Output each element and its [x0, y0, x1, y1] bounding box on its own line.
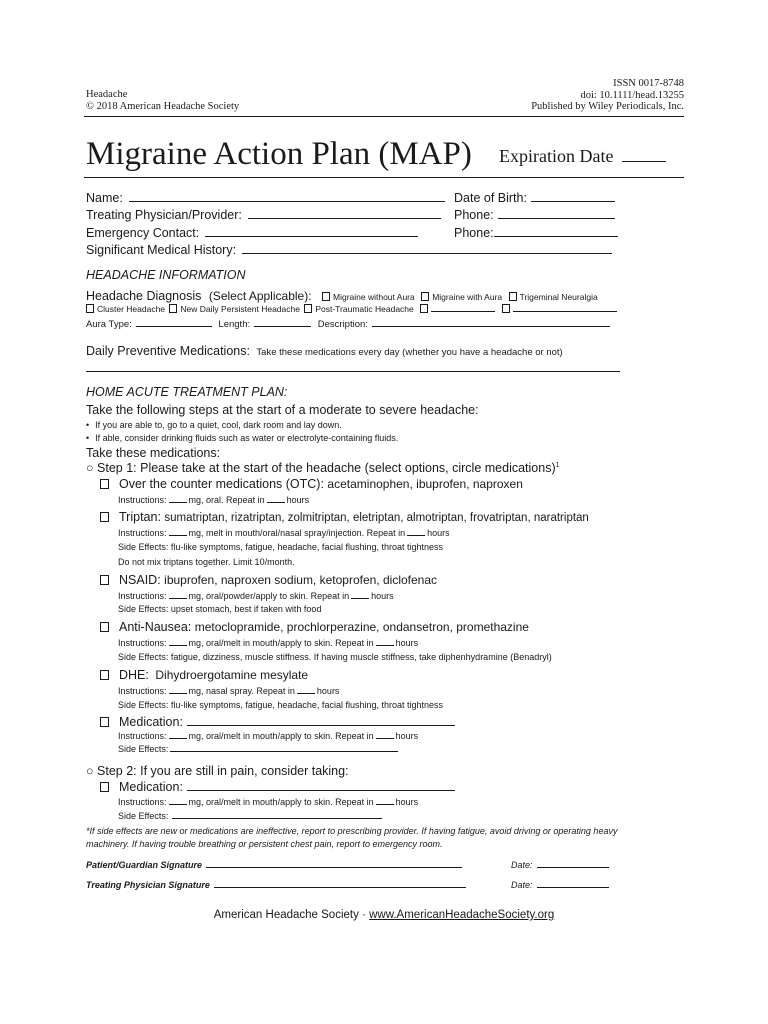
physician-signature-label: Treating Physician Signature — [86, 880, 210, 890]
dose-input[interactable] — [169, 590, 187, 599]
option-label: Post-Traumatic Headache — [315, 304, 414, 314]
copyright: © 2018 American Headache Society — [86, 101, 240, 112]
history-input[interactable] — [242, 243, 612, 254]
side-effects-label: Side Effects: — [118, 811, 169, 821]
checkbox-icon — [502, 304, 510, 313]
phone1-label: Phone: — [454, 208, 494, 222]
dose-input[interactable] — [169, 527, 187, 536]
dhe-meds: Dihydroergotamine mesylate — [155, 668, 309, 682]
triptan-item[interactable] — [100, 510, 589, 524]
date-label: Date: — [511, 880, 533, 890]
step1-text: Step 1: Please take at the start of the headache (select options, circle medications) — [97, 461, 556, 475]
otc-label: Over the counter medications (OTC): — [119, 477, 324, 491]
checkbox-icon — [100, 670, 109, 680]
physician-date-input[interactable] — [537, 879, 609, 888]
treatment-heading: HOME ACUTE TREATMENT PLAN: — [86, 385, 288, 399]
dose-input[interactable] — [169, 685, 187, 694]
patient-signature-input[interactable] — [206, 859, 462, 868]
hours-text: hours — [371, 591, 394, 601]
dob-input[interactable] — [531, 191, 615, 202]
triptan-note: Do not mix triptans together. Limit 10/month. — [118, 557, 295, 567]
medication-instructions — [118, 730, 418, 741]
option-label: Migraine with Aura — [432, 292, 503, 302]
side-effects-input[interactable] — [172, 810, 382, 819]
antinausea-side-effects: Side Effects: fatigue, dizziness, muscle stiffness. If having muscle stiffness, take diphenhydramine (Benadryl) — [118, 652, 552, 662]
preventive-input-line[interactable] — [86, 371, 620, 372]
dob-label: Date of Birth: — [454, 191, 527, 205]
instructions-label: Instructions: — [118, 495, 167, 505]
dose-text: mg, oral/powder/apply to skin. Repeat in — [188, 591, 350, 601]
dose-text: mg, nasal spray. Repeat in — [188, 686, 295, 696]
nsaid-side-effects: Side Effects: upset stomach, best if taken with food — [118, 604, 322, 614]
repeat-input[interactable] — [351, 590, 369, 599]
phone2-label: Phone: — [454, 226, 494, 240]
patient-signature-label: Patient/Guardian Signature — [86, 860, 203, 870]
name-field — [86, 191, 445, 205]
emergency-field — [86, 226, 418, 240]
aura-type-label: Aura Type: — [86, 319, 132, 330]
bullet-1 — [86, 420, 342, 430]
other-1-input[interactable] — [431, 304, 495, 312]
step1 — [86, 461, 560, 475]
name-input[interactable] — [129, 191, 445, 202]
checkbox-icon — [100, 622, 109, 632]
phone1-field — [454, 208, 615, 222]
hours-text: hours — [286, 495, 310, 505]
expiration-label: Expiration Date — [499, 146, 614, 166]
diagnosis-label: Headache Diagnosis — [86, 289, 202, 303]
patient-signature — [86, 859, 462, 870]
header-divider — [84, 116, 684, 117]
instructions-label: Instructions: — [118, 731, 167, 741]
checkbox-icon — [304, 304, 312, 313]
physician-input[interactable] — [248, 208, 441, 219]
dose-input[interactable] — [169, 494, 187, 503]
preventive-row — [86, 342, 563, 360]
medication-label: Medication: — [119, 715, 183, 729]
hours-text: hours — [395, 797, 419, 807]
nsaid-meds: ibuprofen, naproxen sodium, ketoprofen, diclofenac — [164, 573, 438, 587]
repeat-input[interactable] — [376, 637, 394, 646]
name-label: Name: — [86, 191, 123, 205]
side-effects-input[interactable] — [170, 743, 398, 752]
circle-bullet-icon: ○ — [86, 461, 98, 475]
step2-medication-item[interactable] — [100, 780, 455, 794]
nsaid-instructions — [118, 590, 394, 601]
journal-info — [86, 89, 239, 113]
checkbox-icon — [509, 292, 517, 301]
steps-intro: Take the following steps at the start of a moderate to severe headache: — [86, 403, 479, 417]
emergency-input[interactable] — [205, 226, 418, 237]
expiration-date-line[interactable] — [622, 151, 666, 162]
instructions-label: Instructions: — [118, 797, 167, 807]
publisher: Published by Wiley Periodicals, Inc. — [531, 101, 684, 112]
other-2-input[interactable] — [513, 304, 617, 312]
triptan-label: Triptan: — [119, 510, 161, 524]
instructions-label: Instructions: — [118, 686, 167, 696]
repeat-input[interactable] — [297, 685, 315, 694]
circle-bullet-icon: ○ — [86, 764, 98, 778]
length-input[interactable] — [254, 318, 311, 327]
medication-item[interactable] — [100, 715, 455, 729]
diagnosis-row-2 — [86, 304, 617, 314]
hours-text: hours — [316, 686, 340, 696]
dose-input[interactable] — [169, 796, 187, 805]
antinausea-meds: metoclopramide, prochlorperazine, ondansetron, promethazine — [194, 620, 529, 634]
medication-label: Medication: — [119, 780, 183, 794]
hours-text: hours — [395, 731, 419, 741]
checkbox-icon — [100, 782, 109, 792]
option-other-2[interactable] — [502, 304, 617, 314]
emergency-label: Emergency Contact: — [86, 226, 200, 240]
history-field — [86, 243, 612, 257]
instructions-label: Instructions: — [118, 591, 167, 601]
triptan-side-effects: Side Effects: flu-like symptoms, fatigue, headache, facial flushing, throat tightness — [118, 542, 444, 552]
hours-text: hours — [427, 528, 450, 538]
date-label: Date: — [511, 860, 533, 870]
triptan-meds: sumatriptan, rizatriptan, zolmitriptan, eletriptan, almotriptan, frovatriptan, naratriptan — [164, 512, 589, 524]
phone1-input[interactable] — [498, 208, 615, 219]
option-label: New Daily Persistent Headache — [180, 304, 300, 314]
option-label: Cluster Headache — [97, 304, 166, 314]
antinausea-label: Anti-Nausea: — [119, 620, 192, 634]
headache-info-heading: HEADACHE INFORMATION — [86, 268, 246, 282]
patient-date — [511, 859, 609, 870]
option-post-traumatic[interactable] — [304, 304, 413, 314]
footnote: *If side effects are new or medications are ineffective, report to prescribing provider. If having fatigue, avoid driving or operating heavy machinery. If having trouble breathing or persistent chest pain, report to emergency room. — [86, 826, 618, 849]
option-trigeminal-neuralgia[interactable] — [509, 292, 598, 302]
repeat-input[interactable] — [376, 730, 394, 739]
footer-org: American Headache Society · — [213, 909, 370, 921]
take-meds: Take these medications: — [86, 446, 221, 460]
dose-text: mg, oral. Repeat in — [188, 495, 265, 505]
otc-item[interactable] — [100, 477, 523, 491]
footnote-ref: 1 — [555, 461, 560, 469]
triptan-instructions — [118, 527, 450, 538]
physician-signature-input[interactable] — [214, 879, 466, 888]
patient-date-input[interactable] — [537, 859, 609, 868]
phone2-field — [454, 226, 618, 240]
expiration-date — [499, 146, 666, 167]
option-migraine-without-aura[interactable] — [322, 292, 415, 302]
option-ndph[interactable] — [169, 304, 300, 314]
physician-signature — [86, 879, 466, 890]
title-divider — [84, 177, 684, 178]
physician-label: Treating Physician/Provider: — [86, 208, 242, 222]
checkbox-icon — [420, 304, 428, 313]
dhe-item[interactable] — [100, 668, 308, 682]
instructions-label: Instructions: — [118, 528, 167, 538]
otc-instructions — [118, 494, 309, 505]
checkbox-icon — [169, 304, 177, 313]
antinausea-item[interactable] — [100, 620, 529, 634]
physician-field — [86, 208, 441, 222]
option-migraine-with-aura[interactable] — [421, 292, 502, 302]
bullet-text: • If able, consider drinking fluids such as water or electrolyte-containing fluids. — [86, 433, 398, 443]
bullet-2 — [86, 433, 398, 443]
aura-row — [86, 318, 610, 330]
aura-type-input[interactable] — [136, 318, 212, 327]
select-applicable: (Select Applicable): — [208, 289, 312, 303]
step2 — [86, 764, 349, 778]
dose-text: mg, oral/melt in mouth/apply to skin. Repeat in — [188, 638, 374, 648]
option-label: Migraine without Aura — [333, 292, 415, 302]
otc-meds: acetaminophen, ibuprofen, naproxen — [327, 477, 523, 491]
step2-text: Step 2: If you are still in pain, consider taking: — [97, 764, 349, 778]
checkbox-icon — [322, 292, 330, 301]
dob-field — [454, 191, 615, 205]
description-input[interactable] — [372, 318, 610, 327]
preventive-note: Take these medications every day (whether you have a headache or not) — [256, 347, 563, 358]
dhe-instructions — [118, 685, 339, 696]
instructions-label: Instructions: — [118, 638, 167, 648]
footer-link[interactable]: www.AmericanHeadacheSociety.org — [369, 909, 555, 921]
repeat-input[interactable] — [376, 796, 394, 805]
doi: doi: 10.1111/head.13255 — [580, 89, 684, 101]
repeat-input[interactable] — [407, 527, 425, 536]
medication-side-effects — [118, 743, 398, 754]
hours-text: hours — [395, 638, 419, 648]
dhe-side-effects: Side Effects: flu-like symptoms, fatigue, headache, facial flushing, throat tightness — [118, 700, 444, 710]
page-title: Migraine Action Plan (MAP) — [86, 136, 472, 172]
dose-input[interactable] — [169, 730, 187, 739]
journal-name: Headache — [86, 89, 128, 100]
option-label: Trigeminal Neuralgia — [519, 292, 598, 302]
nsaid-label: NSAID: — [119, 573, 161, 587]
antinausea-instructions — [118, 637, 418, 648]
publication-info — [531, 78, 684, 113]
dose-text: mg, oral/melt in mouth/apply to skin. Repeat in — [188, 797, 374, 807]
phone2-input[interactable] — [494, 226, 618, 237]
checkbox-icon — [100, 717, 109, 727]
issn: ISSN 0017-8748 — [613, 78, 684, 89]
preventive-label: Daily Preventive Medications: — [86, 344, 250, 358]
dose-text: mg, melt in mouth/oral/nasal spray/injection. Repeat in — [188, 528, 406, 538]
checkbox-icon — [86, 304, 94, 313]
step2-medication-input[interactable] — [187, 780, 455, 791]
footer — [0, 909, 768, 921]
checkbox-icon — [100, 575, 109, 585]
repeat-input[interactable] — [267, 494, 285, 503]
length-label: Length: — [218, 319, 251, 330]
description-label: Description: — [317, 319, 368, 330]
diagnosis-row — [86, 287, 598, 305]
history-label: Significant Medical History: — [86, 243, 237, 257]
dose-text: mg, oral/melt in mouth/apply to skin. Repeat in — [188, 731, 374, 741]
step2-side-effects — [118, 810, 382, 821]
checkbox-icon — [100, 479, 109, 489]
side-effects-label: Side Effects: — [118, 744, 169, 754]
option-cluster-headache[interactable] — [86, 304, 165, 314]
dose-input[interactable] — [169, 637, 187, 646]
medication-input[interactable] — [187, 715, 455, 726]
nsaid-item[interactable] — [100, 573, 437, 587]
dhe-label: DHE: — [119, 668, 149, 682]
step2-instructions — [118, 796, 418, 807]
checkbox-icon — [100, 512, 109, 522]
option-other-1[interactable] — [420, 304, 495, 314]
physician-date — [511, 879, 609, 890]
bullet-text: • If you are able to, go to a quiet, cool, dark room and lay down. — [86, 420, 342, 430]
checkbox-icon — [421, 292, 429, 301]
